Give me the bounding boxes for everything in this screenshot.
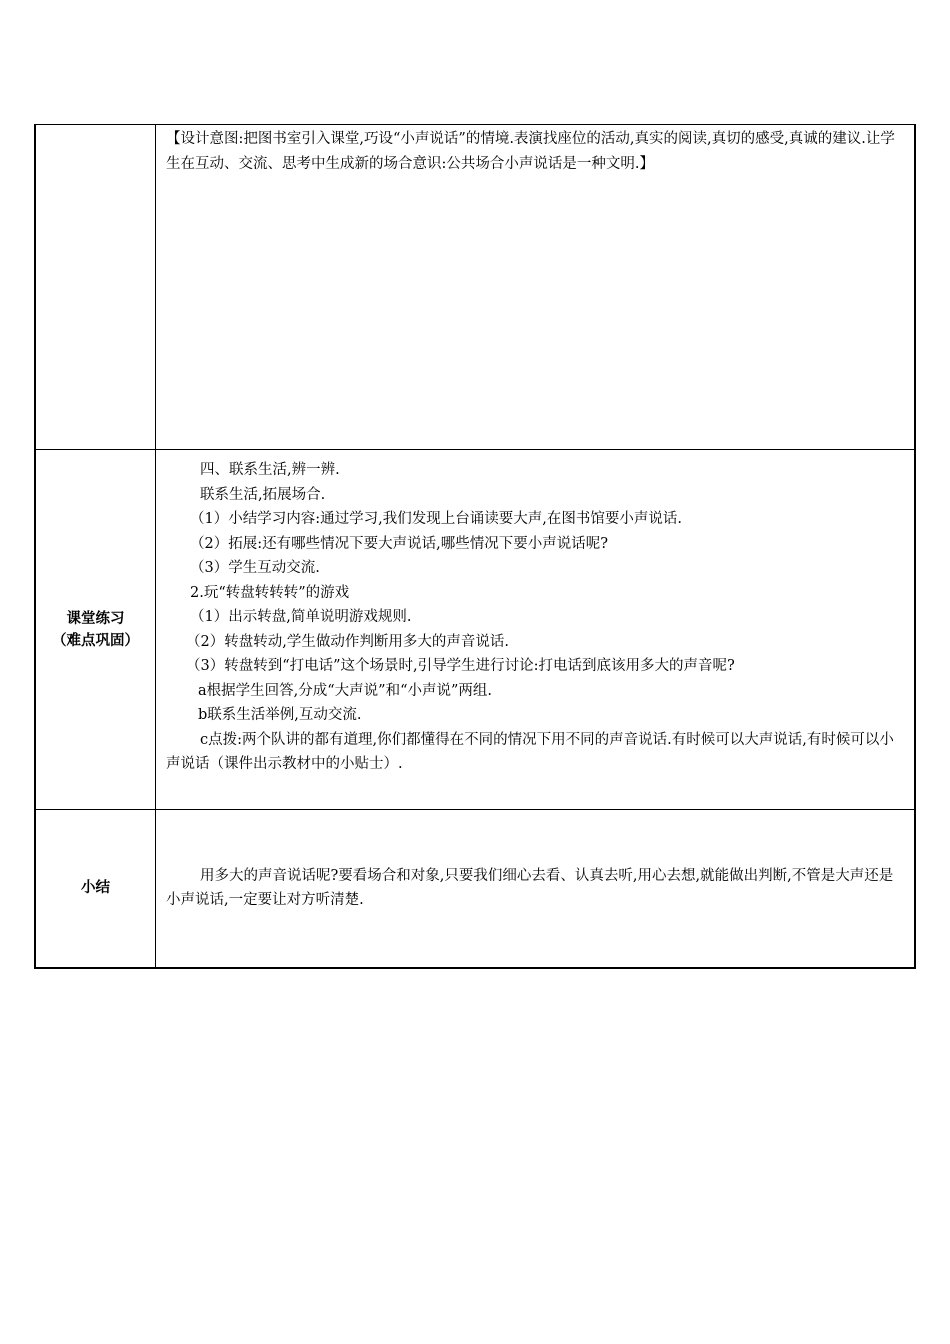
label-line-classroom-practice: 课堂练习 — [66, 610, 125, 627]
paragraph-item-c: c点拨:两个队讲的都有道理,你们都懂得在不同的情况下用不同的声音说话.有时候可以大声说话,有时候可以小声说话（课件出示教材中的小贴士）. — [166, 731, 894, 772]
lesson-plan-table — [34, 124, 916, 969]
row-label-empty — [35, 125, 156, 450]
paragraph-interaction: （3）学生互动交流. — [190, 560, 320, 576]
paragraph-item-b: b联系生活举例,互动交流. — [198, 707, 362, 723]
row-content-design-intent — [156, 125, 916, 450]
paragraph-extension: （2）拓展:还有哪些情况下要大声说话,哪些情况下要小声说话呢? — [190, 535, 608, 552]
paragraph-phone-scene: （3）转盘转到“打电话”这个场景时,引导学生进行讨论:打电话到底该用多大的声音呢? — [186, 658, 735, 674]
paragraph-item-a: a根据学生回答,分成“大声说”和“小声说”两组. — [198, 682, 493, 699]
paragraph-game-rules: （1）出示转盘,简单说明游戏规则. — [190, 609, 412, 625]
label-line-summary: 小结 — [81, 880, 110, 897]
label-line-difficulty-consolidation: （难点巩固） — [52, 632, 139, 649]
table-row-design-intent — [35, 125, 915, 450]
table-row-summary — [35, 810, 915, 968]
row-content-summary — [156, 810, 916, 968]
paragraph-expand-occasions: 联系生活,拓展场合. — [200, 486, 326, 503]
row-label-classroom-practice — [35, 450, 156, 810]
paragraph-summary: （1）小结学习内容:通过学习,我们发现上台诵读要大声,在图书馆要小声说话. — [190, 511, 682, 527]
row-label-summary — [35, 810, 156, 968]
paragraph-spin-action: （2）转盘转动,学生做动作判断用多大的声音说话. — [186, 633, 509, 650]
paragraph-game-title: 2.玩“转盘转转转”的游戏 — [190, 584, 350, 601]
design-intent-text: 【设计意图:把图书室引入课堂,巧设“小声说话”的情境.表演找座位的活动,真实的阅读,真切的感受,真诚的建议.让学生在互动、交流、思考中生成新的场合意识:公共场合小声说话是一种文明.】 — [166, 131, 895, 172]
row-content-classroom-practice — [156, 450, 916, 810]
table-row-classroom-practice — [35, 450, 915, 810]
paragraph-section-four: 四、联系生活,辨一辨. — [200, 462, 340, 478]
summary-text: 用多大的声音说话呢?要看场合和对象,只要我们细心去看、认真去听,用心去想,就能做出判断,不管是大声还是小声说话,一定要让对方听清楚. — [166, 867, 894, 909]
